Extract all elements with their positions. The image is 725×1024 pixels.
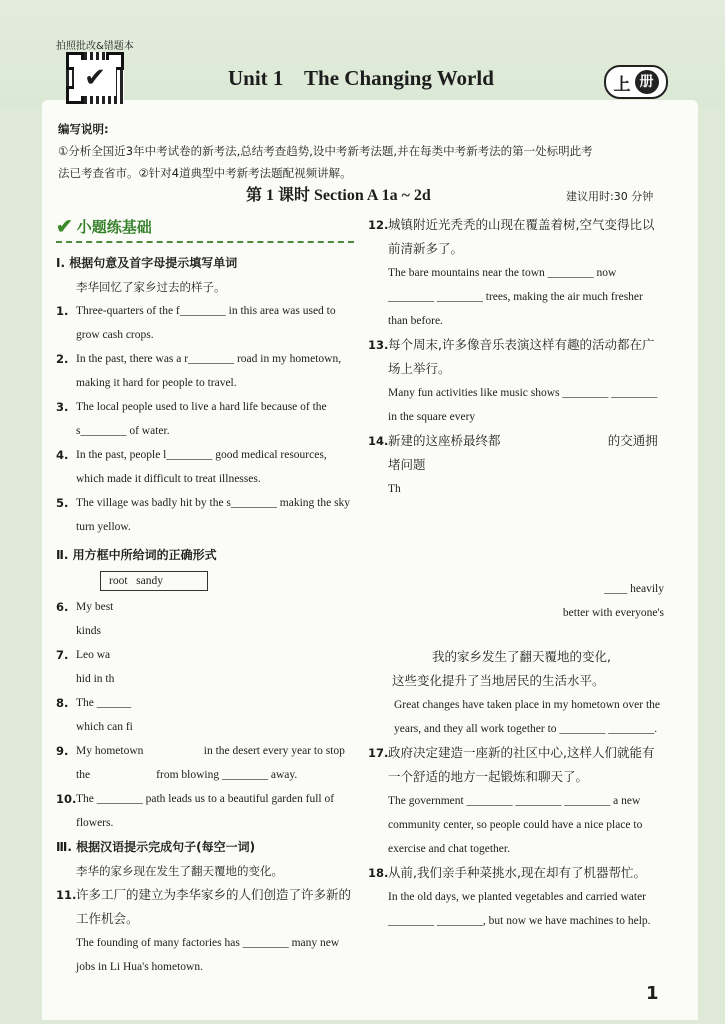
book-label: 上 <box>613 74 631 95</box>
question-8 <box>56 691 354 739</box>
question-number: 7. <box>56 648 69 662</box>
question-number: 9. <box>56 744 69 758</box>
question-chinese: 从前,我们亲手种菜挑水,现在却有了机器帮忙。 <box>388 865 646 880</box>
question-text: Three-quarters of the f________ in this area was used to grow cash crops. <box>76 305 336 341</box>
question-number: 13. <box>368 338 389 352</box>
question-6 <box>56 595 354 643</box>
question-number: 1. <box>56 304 69 318</box>
question-number: 4. <box>56 448 69 462</box>
question-11 <box>56 883 354 979</box>
suggested-time: 建议用时:30 分钟 <box>566 190 654 203</box>
question-number: 10. <box>56 792 77 806</box>
question-text-cont: which can fi <box>76 721 133 733</box>
check-icon: ✔ <box>56 216 73 238</box>
fragment-3: 我的家乡发生了翻天覆地的变化, <box>432 649 611 664</box>
question-chinese: 政府决定建造一座新的社区中心,这样人们就能有一个舒适的地方一起锻炼和聊天了。 <box>388 745 655 784</box>
question-text-cont: kinds <box>76 625 101 637</box>
section-title: 小题练基础 <box>76 218 152 236</box>
question-text: Many fun activities like music shows ________ ________ in the square every <box>388 387 658 423</box>
fragment-4: 这些变化提升了当地居民的生活水平。 <box>392 673 605 688</box>
question-number: 8. <box>56 696 69 710</box>
left-column <box>56 213 354 979</box>
question-number: 5. <box>56 496 69 510</box>
word-box: root sandy <box>100 571 208 591</box>
question-text: Th <box>388 483 401 495</box>
question-chinese: 许多工厂的建立为李华家乡的人们创造了许多新的工作机会。 <box>76 887 352 926</box>
torn-gap-2 <box>368 625 664 645</box>
part-3-hint: 李华的家乡现在发生了翻天覆地的变化。 <box>76 864 283 878</box>
book-label-circle: 册 <box>635 70 659 94</box>
notes-line-1: ①分析全国近3年中考试卷的新考法,总结考查趋势,设中考新考法题,并在每类中考新考法的第一处标明此考 <box>58 144 593 158</box>
unit-title: Unit 1 The Changing World <box>228 66 494 90</box>
part-2-heading: Ⅱ. 用方框中所给词的正确形式 <box>56 548 217 562</box>
checkmark-icon: ✔ <box>74 60 116 96</box>
question-number: 11. <box>56 888 77 902</box>
qr-code-icon[interactable] <box>66 52 124 104</box>
question-7 <box>56 643 354 691</box>
question-number: 12. <box>368 218 389 232</box>
question-number: 3. <box>56 400 69 414</box>
question-18 <box>368 861 664 933</box>
fragment-2: better with everyone's <box>562 607 664 619</box>
question-text: Leo wa <box>76 649 111 661</box>
part-1-hint: 李华回忆了家乡过去的样子。 <box>76 280 226 294</box>
editor-notes <box>58 118 670 184</box>
question-1 <box>56 299 354 347</box>
question-14 <box>368 429 664 501</box>
section-banner <box>56 213 354 243</box>
fragment-1: ____ heavily <box>604 583 664 595</box>
notes-line-2: 法已考查省市。②针对4道典型中考新考法题配视频讲解。 <box>58 166 352 180</box>
question-2 <box>56 347 354 395</box>
question-10 <box>56 787 354 835</box>
question-4 <box>56 443 354 491</box>
torn-gap <box>368 501 664 577</box>
lesson-title: 第 1 课时 Section A 1a ~ 2d <box>246 187 431 204</box>
question-number: 14. <box>368 434 389 448</box>
question-text: The local people used to live a hard life because of the s________ of water. <box>76 401 327 437</box>
question-12 <box>368 213 664 333</box>
question-chinese: 每个周末,许多像音乐表演这样有趣的活动都在广场上举行。 <box>388 337 655 376</box>
question-text: The ________ path leads us to a beautiful garden full of flowers. <box>76 793 335 829</box>
question-chinese: 新建的这座桥最终都 的交通拥堵问题 <box>388 433 658 472</box>
book-volume-badge <box>604 65 668 99</box>
notes-label: 编写说明: <box>58 122 109 136</box>
question-17 <box>368 741 664 861</box>
part-3-heading: Ⅲ. 根据汉语提示完成句子(每空一词) <box>56 840 256 854</box>
question-text: The government ________ ________ ________ a new community center, so people could have a nice place to exercise and chat together. <box>388 795 643 855</box>
question-text: The bare mountains near the town ________ now ________ ________ trees, making the air much fresher than before. <box>388 267 643 327</box>
question-3 <box>56 395 354 443</box>
qr-label: 拍照批改&错题本 <box>56 41 134 52</box>
question-number: 2. <box>56 352 69 366</box>
question-text: The village was badly hit by the s________ making the sky turn yellow. <box>76 497 351 533</box>
question-text: In the old days, we planted vegetables and carried water ________ ________, but now we have machines to help. <box>388 891 651 927</box>
question-number: 18. <box>368 866 389 880</box>
question-9 <box>56 739 354 787</box>
question-text-cont: hid in th <box>76 673 115 685</box>
question-number: 17. <box>368 746 389 760</box>
question-13 <box>368 333 664 429</box>
question-text: The founding of many factories has ________ many new jobs in Li Hua's hometown. <box>76 937 340 973</box>
question-text: In the past, there was a r________ road in my hometown, making it hard for people to travel. <box>76 353 342 389</box>
part-1-heading: Ⅰ. 根据句意及首字母提示填写单词 <box>56 256 238 270</box>
question-16-text: Great changes have taken place in my hometown over the years, and they all work together to ________ ________. <box>394 699 660 735</box>
question-5 <box>56 491 354 539</box>
question-text: My best <box>76 601 114 613</box>
right-column <box>368 213 664 933</box>
question-text: My hometown in the desert every year to stop the from blowing ________ away. <box>76 745 348 781</box>
question-text: The ______ <box>76 697 132 709</box>
question-number: 6. <box>56 600 69 614</box>
question-text: In the past, people l________ good medical resources, which made it difficult to treat illnesses. <box>76 449 327 485</box>
question-chinese: 城镇附近光秃秃的山现在覆盖着树,空气变得比以前清新多了。 <box>388 217 655 256</box>
page-number: 1 <box>646 983 659 1004</box>
